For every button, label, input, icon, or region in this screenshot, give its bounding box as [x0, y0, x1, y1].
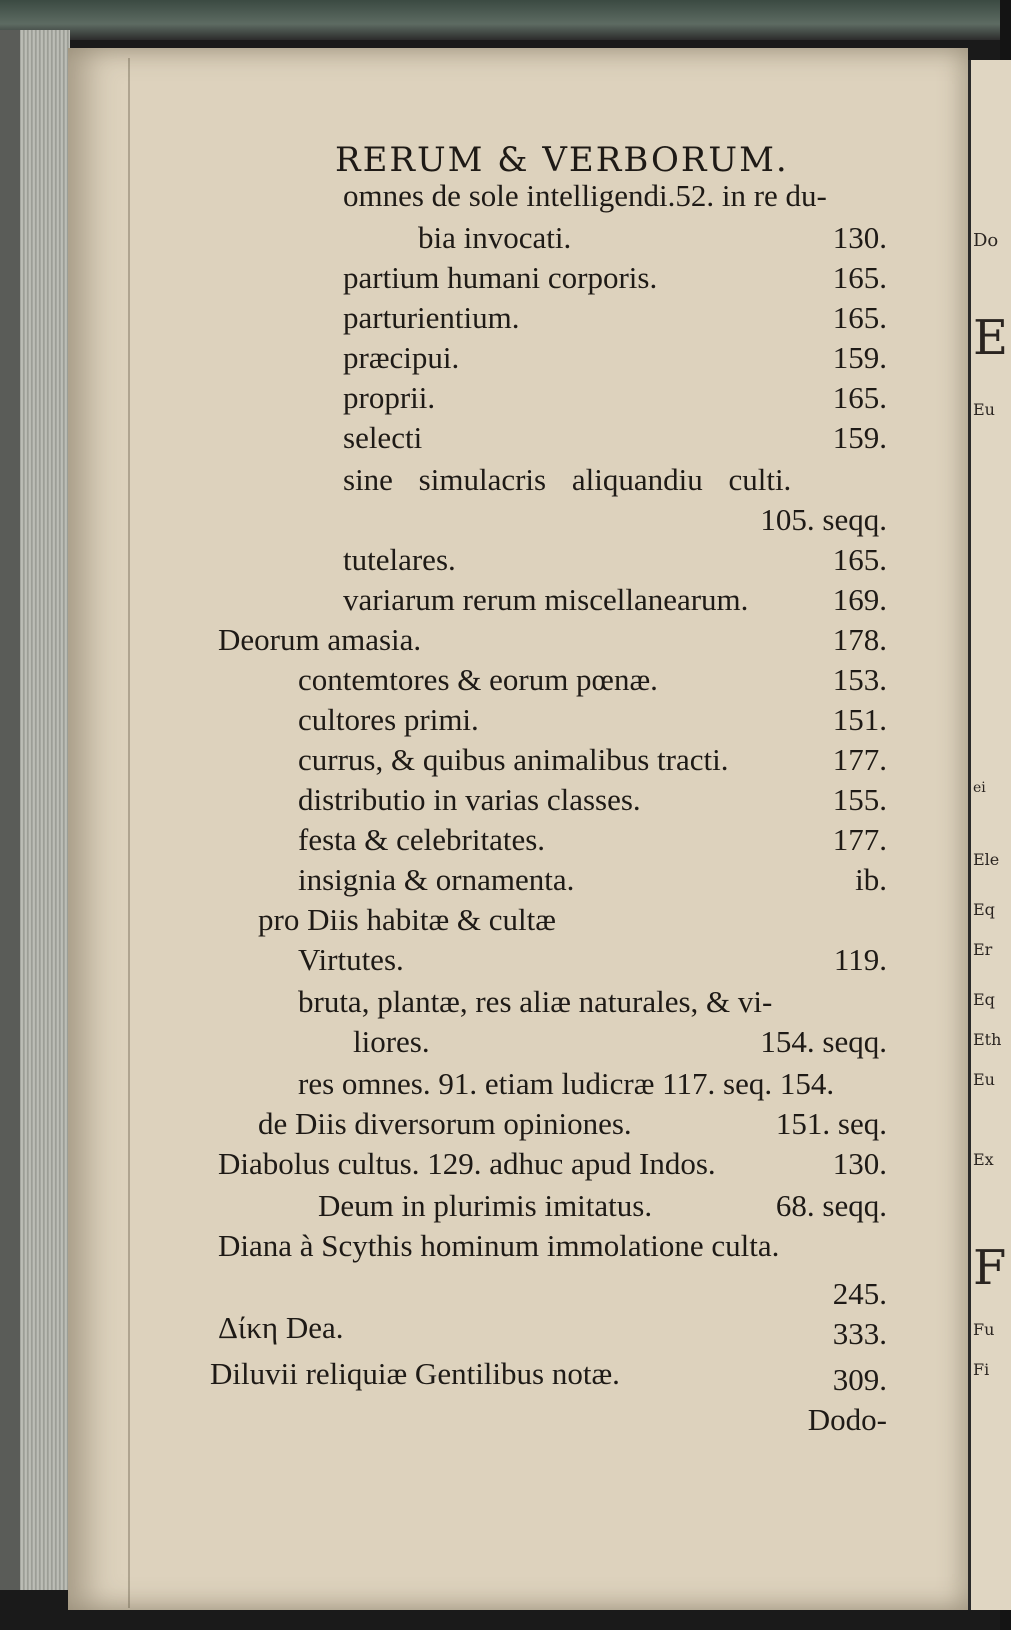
- index-entry-text: pro Diis habitæ & cultæ: [258, 902, 556, 937]
- next-page-glyph: Ele: [973, 850, 1000, 869]
- index-entry-page: 309.: [832, 1362, 887, 1397]
- index-entry-page: 159.: [832, 420, 887, 455]
- index-entry-page: 177.: [832, 822, 887, 857]
- cover-top: [0, 0, 1000, 40]
- next-page-glyph: Eq: [973, 900, 995, 919]
- index-entry-page: 165.: [832, 300, 887, 335]
- index-entry-text: selecti: [343, 420, 423, 455]
- index-entry-text: res omnes. 91. etiam ludicræ 117. seq. 154.: [298, 1066, 835, 1101]
- next-page-glyph: Er: [973, 940, 993, 959]
- index-entry-page: 159.: [832, 340, 887, 375]
- index-entry-page: 130.: [832, 220, 887, 255]
- index-entry-text: Δίκη Dea.: [218, 1310, 344, 1345]
- index-entry-text: tutelares.: [343, 542, 456, 577]
- index-entry-page: 177.: [832, 742, 887, 777]
- index-entry-text: insignia & ornamenta.: [298, 862, 575, 897]
- index-entry-text: omnes de sole intelligendi.52. in re du-: [343, 178, 827, 213]
- index-entry-text: partium humani corporis.: [343, 260, 658, 295]
- next-page-glyph: Eu: [973, 400, 995, 419]
- index-entry-page: 169.: [832, 582, 887, 617]
- index-entry-page: 165.: [832, 260, 887, 295]
- index-entry-text: festa & celebritates.: [298, 822, 546, 857]
- index-entry-page: 130.: [832, 1146, 887, 1181]
- index-entry-page: 151. seq.: [775, 1106, 887, 1141]
- next-page-glyph: E: [973, 310, 1009, 366]
- index-entry-text: bia invocati.: [418, 220, 572, 255]
- index-entry-text: liores.: [353, 1024, 430, 1059]
- index-entry-page: 165.: [832, 542, 887, 577]
- index-entry-text: parturientium.: [343, 300, 520, 335]
- index-entry-text: contemtores & eorum pœnæ.: [298, 662, 658, 697]
- index-entry-text: distributio in varias classes.: [298, 782, 641, 817]
- next-page-glyph: ei: [973, 780, 986, 796]
- index-entry-page: 245.: [832, 1276, 887, 1311]
- page-margin-line: [128, 58, 130, 1608]
- binding-shadow: [0, 30, 20, 1590]
- next-page-fragment: [968, 60, 1011, 1610]
- index-entry-page: ib.: [855, 862, 887, 897]
- index-entry-page: 151.: [832, 702, 887, 737]
- index-entry-text: præcipui.: [343, 340, 460, 375]
- index-entry-text: Diabolus cultus. 129. adhuc apud Indos.: [218, 1146, 716, 1181]
- index-entry-page: 155.: [832, 782, 887, 817]
- index-entry-page: 105. seqq.: [760, 502, 887, 537]
- index-entry-page: 178.: [832, 622, 887, 657]
- index-entry-text: proprii.: [343, 380, 436, 415]
- index-entry-text: bruta, plantæ, res aliæ naturales, & vi-: [298, 984, 773, 1019]
- next-page-glyph: Eu: [973, 1070, 995, 1089]
- index-entry-text: cultores primi.: [298, 702, 479, 737]
- index-entry-text: Deum in plurimis imitatus.: [318, 1188, 653, 1223]
- next-page-glyph: Fi: [973, 1360, 990, 1379]
- index-entry-page: 119.: [833, 942, 887, 977]
- next-page-glyph: Fu: [973, 1320, 995, 1339]
- index-entry-text: sine simulacris aliquandiu culti.: [343, 462, 792, 497]
- index-entry-page: 153.: [832, 662, 887, 697]
- next-page-glyph: Eth: [973, 1030, 1002, 1049]
- index-entry-text: de Diis diversorum opiniones.: [258, 1106, 632, 1141]
- index-entry-text: currus, & quibus animalibus tracti.: [298, 742, 729, 777]
- running-head: RERUM & VERBORUM.: [335, 140, 789, 180]
- next-page-glyph: F: [973, 1240, 1007, 1296]
- index-entry-page: Dodo-: [807, 1402, 887, 1437]
- index-entry-text: Virtutes.: [298, 942, 404, 977]
- next-page-glyph: Eq: [973, 990, 995, 1009]
- index-entry-page: 154. seqq.: [760, 1024, 887, 1059]
- next-page-glyph: Ex: [973, 1150, 994, 1169]
- index-entry-text: Diana à Scythis hominum immolatione culta.: [218, 1228, 780, 1263]
- index-entry-text: variarum rerum miscellanearum.: [343, 582, 749, 617]
- index-entry-page: 68. seqq.: [775, 1188, 887, 1223]
- next-page-glyph: Do: [973, 230, 999, 251]
- index-entry-text: Diluvii reliquiæ Gentilibus notæ.: [210, 1356, 620, 1391]
- index-entry-page: 333.: [832, 1316, 887, 1351]
- index-entry-text: Deorum amasia.: [218, 622, 422, 657]
- index-entry-page: 165.: [832, 380, 887, 415]
